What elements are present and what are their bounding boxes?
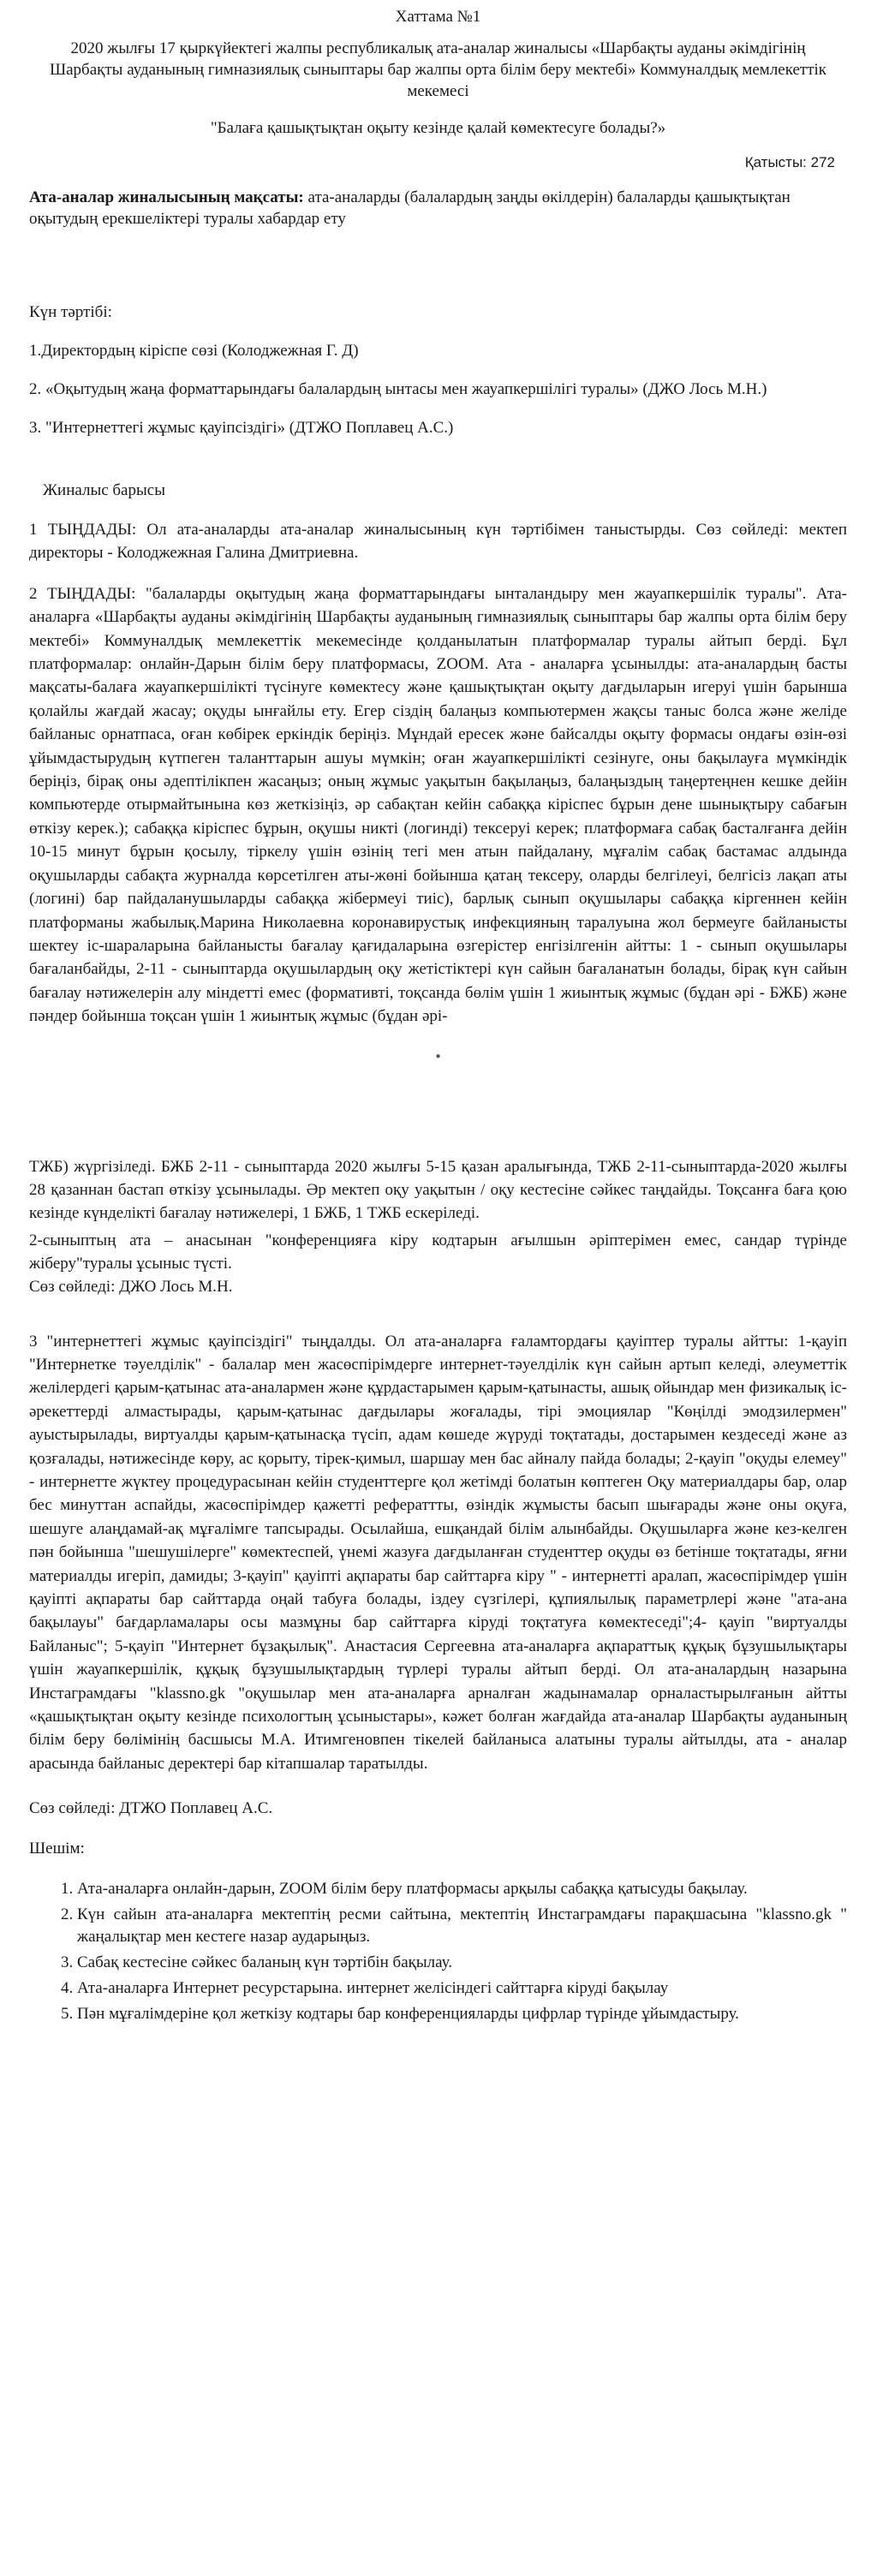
decision-item-4: 4. Ата-аналарға Интернет ресурстарына. интернет желісіндегі сайттарға кіруді бақылау	[77, 1977, 847, 2000]
agenda-label: Күн тәртібі:	[29, 303, 112, 321]
decision-list	[29, 1878, 847, 2025]
speaker-3: Сөз сөйледі: ДТЖО Поплавец А.С.	[29, 1799, 273, 1818]
decision-label: Шешім:	[29, 1840, 85, 1858]
attendance-count: Қатысты: 272	[744, 154, 835, 170]
decision-item-5: 5. Пән мұғалімдеріне қол жеткізу кодтары бар конференцияларды цифрлар түрінде ұйымдастыру.	[77, 2003, 847, 2025]
speaker-2: Сөз сөйледі: ДЖО Лось М.Н.	[29, 1277, 233, 1296]
meeting-purpose	[29, 187, 847, 230]
agenda-item-1: 1.Директордың кіріспе сөзі (Колоджежная Г. Д)	[29, 342, 359, 360]
purpose-label: Ата-аналар жиналысының мақсаты:	[29, 188, 304, 206]
meeting-header: 2020 жылғы 17 қыркүйектегі жалпы республикалық ата-аналар жиналысы «Шарбақты ауданы әкімдігінің Шарбақты ауданының гимназиялық сыныптары бар жалпы орта білім беру мектебі» Коммуналдық мемлекеттік мекемесі	[49, 39, 827, 100]
decision-item-2: 2. Күн сайын ата-аналарға мектептің ресми сайтына, мектептің Инстаграмдағы парақшасына "klassno.gk " жаңалықтар мен кестеге назар аударыңыз.	[77, 1904, 847, 1948]
paragraph-2-continued: ТЖБ) жүргізіледі. БЖБ 2-11 - сыныптарда 2020 жылғы 5-15 қазан аралығында, ТЖБ 2-11-сыныптарда-2020 жылғы 28 қазаннан бастап өткізу ұсынылады. Әр мектеп оқу уақытын / оқу кестесіне сәйкес таңдайды. Тоқсанға баға қою кезінде күнделікті бағалау нәтижелері, 1 БЖБ, 1 ТЖБ ескеріледі.	[29, 1157, 847, 1223]
agenda-item-3: 3. "Интернеттегі жұмыс қауіпсіздігі» (ДТЖО Поплавец А.С.)	[29, 419, 454, 437]
page-break-mark: ●	[435, 1051, 441, 1061]
progress-label: Жиналыс барысы	[43, 481, 165, 499]
agenda-item-2: 2. «Оқытудың жаңа форматтарындағы балалардың ынтасы мен жауапкершілігі туралы» (ДЖО Лось М.Н.)	[29, 380, 767, 398]
paragraph-1: 1 ТЫҢДАДЫ: Ол ата-аналарды ата-аналар жиналысының күн тәртібімен таныстырды. Сөз сөйледі: мектеп директоры - Колоджежная Галина Дмитриевна.	[29, 521, 847, 563]
decision-item-3: 3. Сабақ кестесіне сәйкес баланың күн тәртібін бақылау.	[77, 1952, 847, 1974]
paragraph-2-recommendation: 2-сыныптың ата – анасынан "конференцияға кіру кодтарын ағылшын әріптерімен емес, сандар түрінде жіберу"туралы ұсыныс түсті.	[29, 1231, 847, 1273]
meeting-topic: "Балаға қашықтықтан оқыту кезінде қалай көмектесуге болады?»	[210, 119, 666, 137]
decision-item-1: 1. Ата-аналарға онлайн-дарын, ZOOM білім беру платформасы арқылы сабаққа қатысуды бақылау.	[77, 1878, 847, 1900]
paragraph-2: 2 ТЫҢДАДЫ: "балаларды оқытудың жаңа форматтарындағы ынталандыру мен жауапкершілік туралы". Ата-аналарға «Шарбақты ауданы әкімдігінің Шарбақты ауданының гимназиялық сыныптары бар жалпы орта білім беру мектебі» Коммуналдық мемлекеттік мекемесінде қолданылатын платформалар туралы айтып берді. Бұл платформалар: онлайн-Дарын білім беру платформасы, ZOOM. Ата - аналарға ұсынылды: ата-аналардың басты мақсаты-балаға жауапкершілікті түсінуге көмектесу және қашықтықтан оқыту дағдыларын игеруі үшін барынша қолайлы жағдай жасау; оқуды ынғайлы ету. Егер сіздің балаңыз компьютермен жақсы таныс болса және желіде байланыс орнатпаса, оған көбірек еркіндік беріңіз. Мұндай ересек және байсалды оқыту формасы ондағы өзін-өзі ұйымдастырудың күтпеген таланттарын ашуы мүмкін; оған жауапкершілікті сезінуге, оны бақылауға мүмкіндік беріңіз, бірақ оны әдептілікпен жасаңыз; оның жұмыс уақытын бақылаңыз, балаңыздың таңертеңнен кешке дейін компьютерде отырмайтынына көз жеткізіңіз, әр сабақтан кейін сабаққа кіріспес бұрын дене шынықтыру сабағын өткізу керек.); сабаққа кіріспес бұрын, оқушы никті (логинді) тексеруі керек; платформаға сабақ басталғанға дейін 10-15 минут бұрын қосылу, тіркелу үшін өзінің тегі мен атын пайдалану, мұғалім сабақ бастамас алдында оқушыларды сабақта журналда көрсетілген аты-жөні бойынша қатаң тексеру, оларды белгілеуі, белгісіз лақап аты (логині) бар пайдаланушыларды сабаққа жібермеуі тиіс), барлық сынып оқушылары сабаққа кіргеннен кейін платформаны жабылық.Марина Николаевна коронавирустық инфекцияның таралуына жол бермеуге байланысты шектеу іс-шараларына байланысты бағалау қағидаларына өзгерістер енгізілгенін айтты: 1 - сынып оқушылары бағаланбайды, 2-11 - сыныптарда оқушылардың оқу жетістіктері күн сайын бағаланатын болады, бірақ күн сайын бағалау нәтижелерін алу міндетті емес (формативті, тоқсанда бөлім үшін 1 жиынтық жұмыс (бұдан әрі - БЖБ) және пәндер бойынша тоқсан үшін 1 жиынтық жұмыс (бұдан әрі-	[29, 584, 847, 1026]
purpose-text: ата-аналарды (балалардың заңды өкілдерін) балаларды қашықтықтан оқытудың ерекшеліктері туралы хабардар ету	[29, 188, 791, 228]
paragraph-3: 3 "интернеттегі жұмыс қауіпсіздігі" тыңдалды. Ол ата-аналарға ғаламтордағы қауіптер туралы айтты: 1-қауіп "Интернетке тәуелділік" - балалар мен жасөспірімдерге интернет-тәуелділік күн сайын артып келеді, әлеуметтік желілердегі қарым-қатынас ата-аналармен және құрдастарымен қарым-қатынасты, ашық ойындар мен физикалық іс-әрекеттерді алмастырады, қарым-қатынас дағдылары жоғалады, тірі эмоциялар "Көңілді эмодзилермен" ауыстырылады, виртуалды қарым-қатынасқа түсіп, адам көшеде жүруді тоқтатады, достарымен кездеседі және аз қозғалады, нәтижесінде көру, ас қорыту, тірек-қимыл, шаршау мен бас айналу пайда болады; 2-қауіп "оқуды елемеу" - интернетте жүктеу процедурасынан кейін студенттерге қол жетімді болатын көптеген Оқу материалдары бар, олар бес минуттан аспайды, жасөспірімдер қажетті рефераттты, өзіндік жұмысты басып шығарады және оны оқуға, шешуге алаңдамай-ақ мұғалімге тапсырады. Осылайша, ешқандай білім алынбайды. Оқушыларға және кез-келген пән бойынша "шешушілерге" көмектеспей, үнемі жазуға дағдыланған студенттер оқуды өз бетінше тоқтатады, яғни материалды игеріп, дамиды; 3-қауіп" қауіпті ақпараты бар сайттарға кіру " - интернетті аралап, жасөспірімдер үшін қауіпті ақпараты бар сайттарда оңай табуға болады, іздеу сүзгілері, құпиялылық параметрлері және "ата-ана бақылауы" бағдарламалары осы мазмұны бар сайттарға кіруді тоқтатуға көмектеседі";4- қауіп "виртуалды Байланыс"; 5-қауіп "Интернет бұзақылық". Анастасия Сергеевна ата-аналарға ақпараттық құқық бұзушылықтары үшін жауапкершілік, құқық бұзушылықтардың түрлері туралы айтып берді. Ол ата-аналардың назарына Инстаграмдағы "klassno.gk "оқушылар мен ата-аналарға арналған жадынамалар орналастырылғанын айтты «қашықтықтан оқыту кезінде психологтың ұсыныстары», кәжет болған жағдайда ата-аналар Шарбақты ауданының білім беру бөлімінің басшысы М.А. Итимгеновпен тікелей байланыса алатыны туралы айтылды, ата - аналар арасында байланыс деректері бар кітапшалар таратылды.	[29, 1332, 847, 1773]
protocol-title: Хаттама №1	[395, 8, 481, 26]
page-gap	[29, 1061, 847, 1155]
